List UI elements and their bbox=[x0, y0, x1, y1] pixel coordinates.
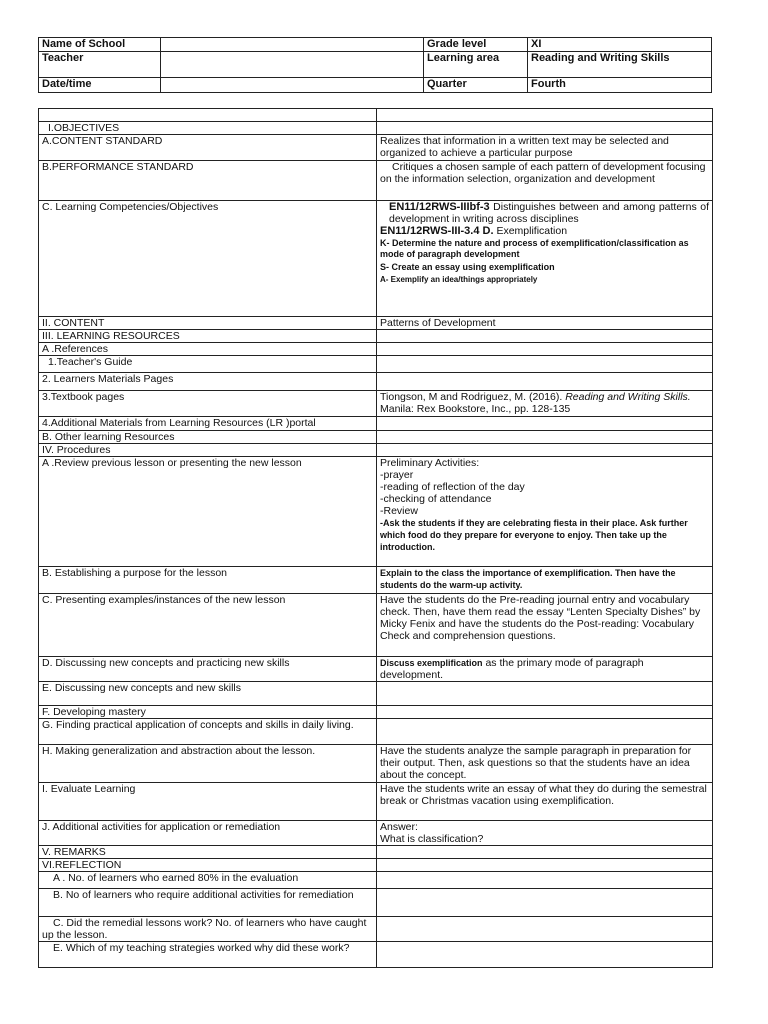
comp-code-1: EN11/12RWS-IIIbf-3 bbox=[389, 201, 490, 213]
references-label: A .References bbox=[39, 343, 377, 356]
competencies-label: C. Learning Competencies/Objectives bbox=[39, 201, 377, 317]
generalization-value: Have the students analyze the sample paragraph in preparation for their output. Then, ask questions so that the students have an idea about the concept. bbox=[377, 745, 713, 783]
purpose-value: Explain to the class the importance of exemplification. Then have the students do the warm-up activity. bbox=[377, 567, 713, 594]
lm-pages-label: 2. Learners Materials Pages bbox=[39, 373, 377, 391]
performance-standard-label: B.PERFORMANCE STANDARD bbox=[39, 161, 377, 201]
date-label: Date/time bbox=[39, 78, 161, 93]
reflection-b-label bbox=[39, 889, 377, 917]
reflection-c-text: C. Did the remedial lessons work? No. of learners who have caught up the lesson. bbox=[42, 917, 367, 941]
content-value: Patterns of Development bbox=[377, 317, 713, 330]
comp-code-2: EN11/12RWS-III-3.4 D. bbox=[380, 225, 494, 237]
review-line-6: -Ask the students if they are celebrating fiesta in their place. Ask further which food do they prepare for everyone to enjoy. Then take up the introduction. bbox=[380, 518, 688, 552]
quarter-value: Fourth bbox=[528, 78, 712, 93]
purpose-label: B. Establishing a purpose for the lesson bbox=[39, 567, 377, 594]
competencies-value bbox=[377, 201, 713, 317]
other-resources-value bbox=[377, 431, 713, 444]
area-label: Learning area bbox=[424, 52, 528, 78]
reflection-b-value bbox=[377, 889, 713, 917]
presenting-label: C. Presenting examples/instances of the new lesson bbox=[39, 594, 377, 657]
evaluate-value: Have the students write an essay of what they do during the semestral break or Christmas vacation using exemplification. bbox=[377, 783, 713, 821]
grade-label: Grade level bbox=[424, 38, 528, 52]
procedures-label: IV. Procedures bbox=[39, 444, 377, 457]
teachers-guide-label: 1.Teacher's Guide bbox=[39, 356, 377, 373]
reflection-value bbox=[377, 859, 713, 872]
additional-materials-value bbox=[377, 417, 713, 431]
textbook-label: 3.Textbook pages bbox=[39, 391, 377, 417]
presenting-value: Have the students do the Pre-reading journal entry and vocabulary check. Then, have them read the essay “Lenten Specialty Dishes” by Micky Fenix and have the students do the Post-reading: Vocabulary Check and comprehension questions. bbox=[377, 594, 713, 657]
discussing2-label: E. Discussing new concepts and new skills bbox=[39, 682, 377, 706]
discussing-value-bold: Discuss exemplification bbox=[380, 658, 483, 668]
comp-text-1: Distinguishes between and among patterns of development in writing across disciplines bbox=[389, 201, 709, 225]
reflection-e-label bbox=[39, 942, 377, 968]
discussing-value-text: as the primary mode of paragraph development. bbox=[380, 657, 644, 681]
content-standard-value: Realizes that information in a written text may be selected and organized to achieve a particular purpose bbox=[377, 135, 713, 161]
discussing2-value bbox=[377, 682, 713, 706]
header-table bbox=[38, 37, 712, 93]
additional-materials-label: 4.Additional Materials from Learning Resources (LR )portal bbox=[39, 417, 377, 431]
area-value: Reading and Writing Skills bbox=[528, 52, 712, 78]
comp-attitude: A- Exemplify an idea/things appropriately bbox=[380, 275, 538, 284]
review-value bbox=[377, 457, 713, 567]
review-line-2: -prayer bbox=[380, 469, 414, 481]
comp-skill: S- Create an essay using exemplification bbox=[380, 262, 555, 272]
performance-standard-value bbox=[377, 161, 713, 201]
generalization-label: H. Making generalization and abstraction about the lesson. bbox=[39, 745, 377, 783]
quarter-label: Quarter bbox=[424, 78, 528, 93]
objectives-value bbox=[377, 122, 713, 135]
school-value bbox=[161, 38, 424, 52]
reflection-b-text: B. No of learners who require additional activities for remediation bbox=[53, 889, 354, 901]
remarks-label: V. REMARKS bbox=[39, 846, 377, 859]
content-standard-label: A.CONTENT STANDARD bbox=[39, 135, 377, 161]
teacher-label: Teacher bbox=[39, 52, 161, 78]
additional-activities-value bbox=[377, 821, 713, 846]
lm-pages-value bbox=[377, 373, 713, 391]
objectives-heading: I.OBJECTIVES bbox=[39, 122, 377, 135]
mastery-label: F. Developing mastery bbox=[39, 706, 377, 719]
reflection-c-label bbox=[39, 917, 377, 942]
mastery-value bbox=[377, 706, 713, 719]
lesson-plan-table bbox=[38, 108, 713, 968]
review-label: A .Review previous lesson or presenting the new lesson bbox=[39, 457, 377, 567]
textbook-value bbox=[377, 391, 713, 417]
practical-value bbox=[377, 719, 713, 745]
resources-value bbox=[377, 330, 713, 343]
discussing-label: D. Discussing new concepts and practicing new skills bbox=[39, 657, 377, 682]
reflection-e-text: E. Which of my teaching strategies worked why did these work? bbox=[53, 942, 350, 954]
practical-label: G. Finding practical application of concepts and skills in daily living. bbox=[39, 719, 377, 745]
reflection-c-value bbox=[377, 917, 713, 942]
blank-cell bbox=[377, 109, 713, 122]
other-resources-label: B. Other learning Resources bbox=[39, 431, 377, 444]
reflection-e-value bbox=[377, 942, 713, 968]
teacher-value bbox=[161, 52, 424, 78]
content-label: II. CONTENT bbox=[39, 317, 377, 330]
additional-activities-label: J. Additional activities for application or remediation bbox=[39, 821, 377, 846]
teachers-guide-value bbox=[377, 356, 713, 373]
answer-line-1: Answer: bbox=[380, 821, 418, 833]
procedures-value bbox=[377, 444, 713, 457]
evaluate-label: I. Evaluate Learning bbox=[39, 783, 377, 821]
textbook-authors: Tiongson, M and Rodriguez, M. (2016). bbox=[380, 391, 563, 403]
resources-label: III. LEARNING RESOURCES bbox=[39, 330, 377, 343]
comp-knowledge: K- Determine the nature and process of exemplification/classification as mode of paragraph development bbox=[380, 238, 689, 259]
grade-value: XI bbox=[528, 38, 712, 52]
blank-cell bbox=[39, 109, 377, 122]
school-label: Name of School bbox=[39, 38, 161, 52]
textbook-publisher: Manila: Rex Bookstore, Inc., pp. 128-135 bbox=[380, 403, 571, 415]
textbook-title: Reading and Writing Skills. bbox=[565, 391, 691, 403]
answer-line-2: What is classification? bbox=[380, 833, 484, 845]
review-line-1: Preliminary Activities: bbox=[380, 457, 480, 469]
discussing-value bbox=[377, 657, 713, 682]
reflection-a-value bbox=[377, 872, 713, 889]
reflection-label: VI.REFLECTION bbox=[39, 859, 377, 872]
references-value bbox=[377, 343, 713, 356]
review-line-4: -checking of attendance bbox=[380, 493, 492, 505]
performance-standard-text: Critiques a chosen sample of each pattern of development focusing on the information selection, organization and development bbox=[380, 161, 706, 185]
review-line-3: -reading of reflection of the day bbox=[380, 481, 525, 493]
comp-text-2: Exemplification bbox=[496, 225, 568, 237]
review-line-5: -Review bbox=[380, 505, 418, 517]
date-value bbox=[161, 78, 424, 93]
reflection-a-label: A . No. of learners who earned 80% in the evaluation bbox=[39, 872, 377, 889]
remarks-value bbox=[377, 846, 713, 859]
